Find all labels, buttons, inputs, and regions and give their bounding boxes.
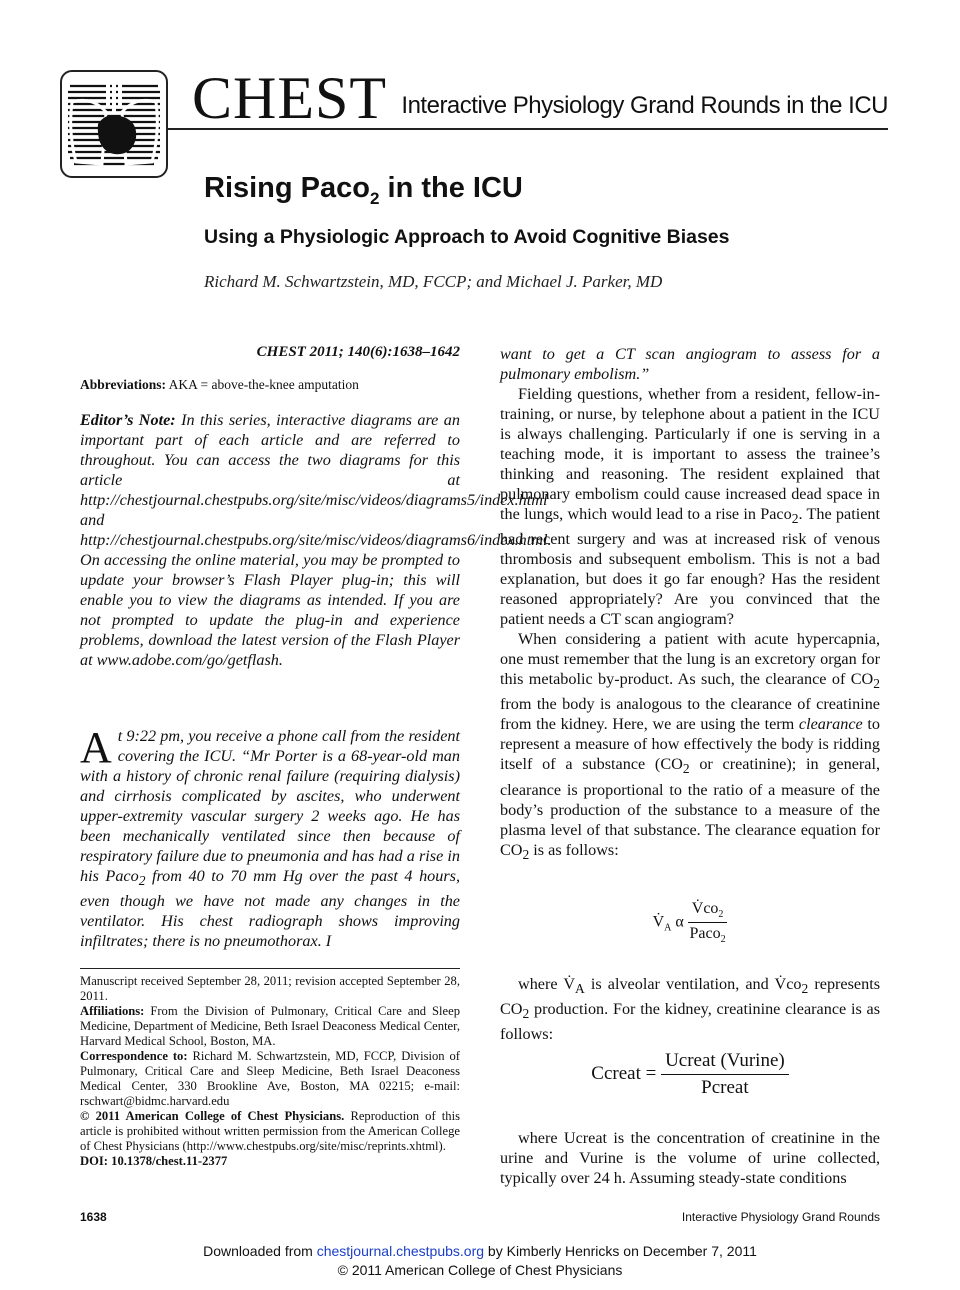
footnote-rule <box>80 968 460 969</box>
article-subtitle: Using a Physiologic Approach to Avoid Cognitive Biases <box>204 226 730 248</box>
series-title: Interactive Physiology Grand Rounds in the ICU <box>401 92 888 119</box>
article-title: Rising Paco$_2$ in the ICU <box>204 172 523 208</box>
journal-name: CHEST <box>192 65 388 131</box>
chest-logo-icon <box>60 70 168 178</box>
header-rule <box>168 128 888 130</box>
article-authors: Richard M. Schwartzstein, MD, FCCP; and Michael J. Parker, MD <box>204 272 663 291</box>
drop-cap: A <box>80 723 112 772</box>
citation: CHEST 2011; 140(6):1638–1642 <box>256 344 460 360</box>
abbreviations: Abbreviations: AKA = above-the-knee amputation <box>80 377 359 392</box>
right-column-top: want to get a CT scan angiogram to assess for a pulmonary embolism.” Fielding questions, whether from a resident, fellow-in-training, or nurse, by telephone about a patient in the ICU is always challenging. Particularly if one is serving in a teaching mode, it is important to assess the trainee’s thinking and reasoning. The resident explained that pulmonary embolism could cause increased dead space in the lungs, which would lead to a rise in Paco$_2$. The patient had recent surgery and was at increased risk of venous thrombosis and subsequent embolism. This is not a bad explanation, but does it go far enough? Has the resident reasoned appropriately? Are you convinced that the patient needs a CT scan angiogram? When considering a patient with acute hypercapnia, one must remember that the lung is an excretory organ for this metabolic by-product. As such, the clearance of $CO_2$ from the body is analogous to the clearance of creatinine from the kidney. Here, we are using the term clearance to represent a measure of how effectively the body is ridding itself of a substance ($CO_2$ or creatinine); in general, clearance is proportional to the ratio of a measure of the body’s production of the substance to a measure of the plasma level of that substance. The clearance equation for $CO_2$ is as follows: <box>500 345 881 862</box>
copyright-line: © 2011 American College of Chest Physicians <box>337 1262 623 1278</box>
footnotes: Manuscript received September 28, 2011; revision accepted September 28, 2011. Affiliations: From the Division of Pulmonary, Critical Care and Sleep Medicine, Department of Medicine, Beth Israel Deaconess Medical Center, Harvard Medical School, Boston, MA. Correspondence to: Richard M. Schwartzstein, MD, FCCP, Division of Pulmonary, Critical Care and Sleep Medicine, Beth Israel Deaconess Medical Center, 330 Brookline Ave, Boston, MA 02215; e-mail: rschwart@bidmc.harvard.edu © 2011 American College of Chest Physicians. Reproduction of this article is prohibited without written permission from the American College of Chest Physicians (http://www.chestpubs.org/site/misc/reprints.xhtml). DOI: 10.1378/chest.11-2377 <box>80 974 461 1168</box>
right-column-bottom: where Ucreat is the concentration of creatinine in the urine and Vurine is the volume of urine collected, typically over 24 h. Assuming steady-state conditions <box>500 1129 880 1187</box>
right-column-middle: where $V̇_A$ is alveolar ventilation, and $V̇co_2$ represents $CO_2$ production. For the kidney, creatinine clearance is as follows: <box>500 975 880 1044</box>
page-number: 1638 <box>80 1210 107 1224</box>
journal-link[interactable]: chestjournal.chestpubs.org <box>316 1243 485 1259</box>
creatinine-clearance-equation: Ccreat = $\frac{\text{Ucreat (Vurine)}}{\text{Pcreat}}$ <box>500 1050 880 1099</box>
opening-paragraph: At 9:22 pm, you receive a phone call from the resident covering the ICU. “Mr Porter is a 68-year-old man with a history of chronic renal failure (requiring dialysis) and cirrhosis complicated by ascites, who underwent upper-extremity vascular surgery 2 weeks ago. He has been mechanically ventilated since then because of respiratory failure due to pneumonia and has had a rise in his Paco$_2$ from 40 to 70 mm Hg over the past 4 hours, even though we have not made any changes in the ventilator. His chest radiograph shows improving infiltrates; there is no pneumothorax. I <box>80 723 460 951</box>
co2-clearance-equation: $V̇_A$ α $\frac{V̇co_2}{Paco_2}$ <box>652 900 726 946</box>
footer-series: Interactive Physiology Grand Rounds <box>681 1210 880 1224</box>
download-notice: Downloaded from chestjournal.chestpubs.org by Kimberly Henricks on December 7, 2011 © 2011 American College of Chest Physicians <box>0 1242 960 1280</box>
editors-note: Editor’s Note: In this series, interactive diagrams are an important part of each article and are referred to throughout. You can access the two diagrams for this article at http://chestjournal.chestpubs.org/site/misc/videos/diagrams5/index.html and http://chestjournal.chestpubs.org/site/misc/videos/diagrams6/index.html. On accessing the online material, you may be prompted to update your browser’s Flash Player plug-in; this will enable you to view the diagrams as intended. If you are not prompted to update the plug-in and experience problems, download the latest version of the Flash Player at www.adobe.com/go/getflash. <box>80 411 552 669</box>
